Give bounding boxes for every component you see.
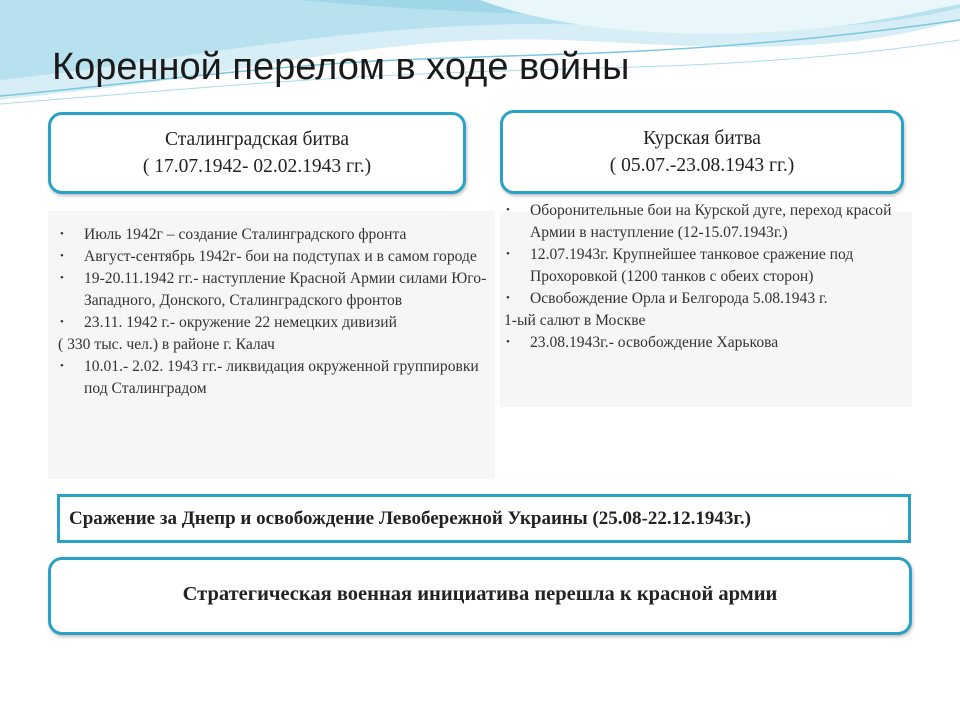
- list-item: • Июль 1942г – создание Сталинградского фронта: [58, 224, 488, 246]
- list-item: • Оборонительные бои на Курской дуге, переход красой Армии в наступление (12-15.07.1943г.): [504, 200, 914, 244]
- list-item: • 10.01.- 2.02. 1943 гг.- ликвидация окруженной группировки под Сталинградом: [58, 356, 488, 400]
- kursk-battle-box: [500, 110, 904, 194]
- strategic-initiative-text: Стратегическая военная инициатива перешла к красной армии: [182, 583, 778, 605]
- kursk-battle-name: Курская битва: [643, 128, 761, 149]
- stalingrad-battle-box: [48, 112, 466, 194]
- strategic-initiative-box: [48, 557, 912, 635]
- kursk-battle-dates: ( 05.07.-23.08.1943 гг.): [609, 155, 795, 176]
- dnepr-battle-box: [57, 494, 911, 543]
- stalingrad-battle-dates: ( 17.07.1942- 02.02.1943 гг.): [142, 156, 372, 177]
- list-item: • 23.08.1943г.- освобождение Харькова: [504, 332, 914, 354]
- list-item: • 19-20.11.1942 гг.- наступление Красной Армии силами Юго-Западного, Донского, Сталинградского фронтов: [58, 268, 488, 312]
- list-item: 1-ый салют в Москве: [504, 312, 646, 329]
- dnepr-battle-text: Сражение за Днепр и освобождение Левобережной Украины (25.08-22.12.1943г.): [69, 508, 751, 529]
- list-item: ( 330 тыс. чел.) в районе г. Калач: [58, 336, 275, 353]
- list-item: • 23.11. 1942 г.- окружение 22 немецких дивизий: [58, 312, 488, 334]
- list-item: • 12.07.1943г. Крупнейшее танковое сражение под Прохоровкой (1200 танков с обеих сторон): [504, 244, 914, 288]
- stalingrad-battle-name: Сталинградская битва: [164, 129, 350, 150]
- list-item: • Освобождение Орла и Белгорода 5.08.1943 г.: [504, 288, 914, 310]
- kursk-events-list: [504, 200, 914, 354]
- page-title: Коренной перелом в ходе войны: [52, 46, 630, 88]
- list-item: • Август-сентябрь 1942г- бои на подступах и в самом городе: [58, 246, 488, 268]
- stalingrad-events-list: [58, 224, 488, 400]
